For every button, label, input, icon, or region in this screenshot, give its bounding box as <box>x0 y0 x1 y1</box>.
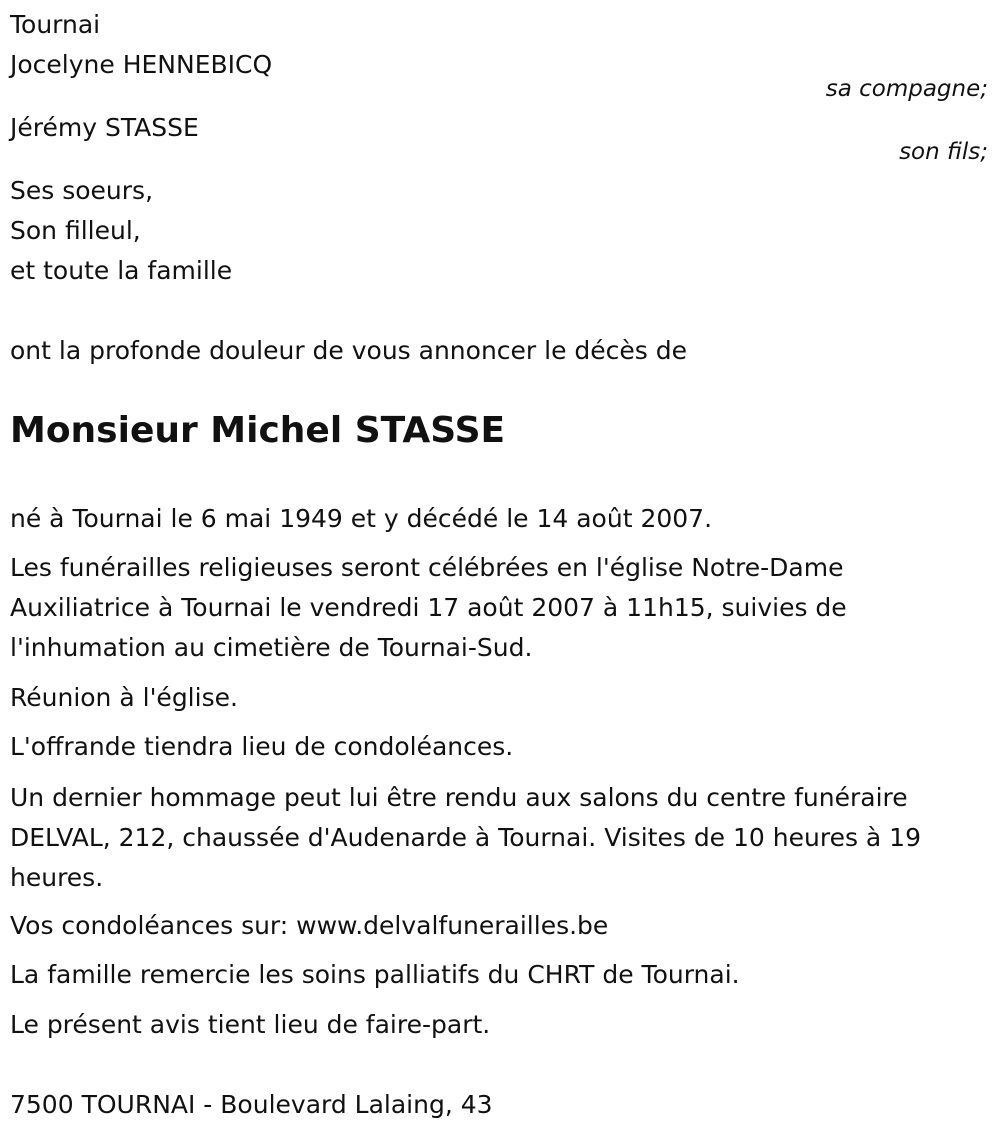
partner-role: sa compagne; <box>825 76 988 102</box>
tribute-text: Un dernier hommage peut lui être rendu aux salons du centre funéraire DELVAL, 212, chaussée d'Audenarde à Tournai. Visites de 10 heures à 19 heures. <box>10 783 921 892</box>
footer-address: 7500 TOURNAI - Boulevard Lalaing, 43 <box>10 1090 493 1119</box>
partner-name: Jocelyne HENNEBICQ <box>10 50 273 79</box>
son-name: Jérémy STASSE <box>10 113 199 142</box>
birth-death-text: né à Tournai le 6 mai 1949 et y décédé le 14 août 2007. <box>10 504 713 533</box>
city-label: Tournai <box>10 10 101 39</box>
family-godson: Son filleul, <box>10 216 141 245</box>
thanks-text: La famille remercie les soins palliatifs du CHRT de Tournai. <box>10 960 740 989</box>
deceased-name: Monsieur Michel STASSE <box>10 410 506 451</box>
offering-text: L'offrande tiendra lieu de condoléances. <box>10 732 514 761</box>
family-sisters: Ses soeurs, <box>10 176 154 205</box>
announcement-text: ont la profonde douleur de vous annoncer le décès de <box>10 336 688 365</box>
notice-text: Le présent avis tient lieu de faire-part. <box>10 1010 491 1039</box>
condolences-text: Vos condoléances sur: www.delvalfunerailles.be <box>10 911 609 940</box>
son-role: son fils; <box>899 139 988 165</box>
meeting-text: Réunion à l'église. <box>10 683 238 712</box>
family-all: et toute la famille <box>10 256 233 285</box>
funeral-text: Les funérailles religieuses seront célébrées en l'église Notre-Dame Auxiliatrice à Tournai le vendredi 17 août 2007 à 11h15, suivies de l'inhumation au cimetière de Tournai-Sud. <box>10 553 847 662</box>
